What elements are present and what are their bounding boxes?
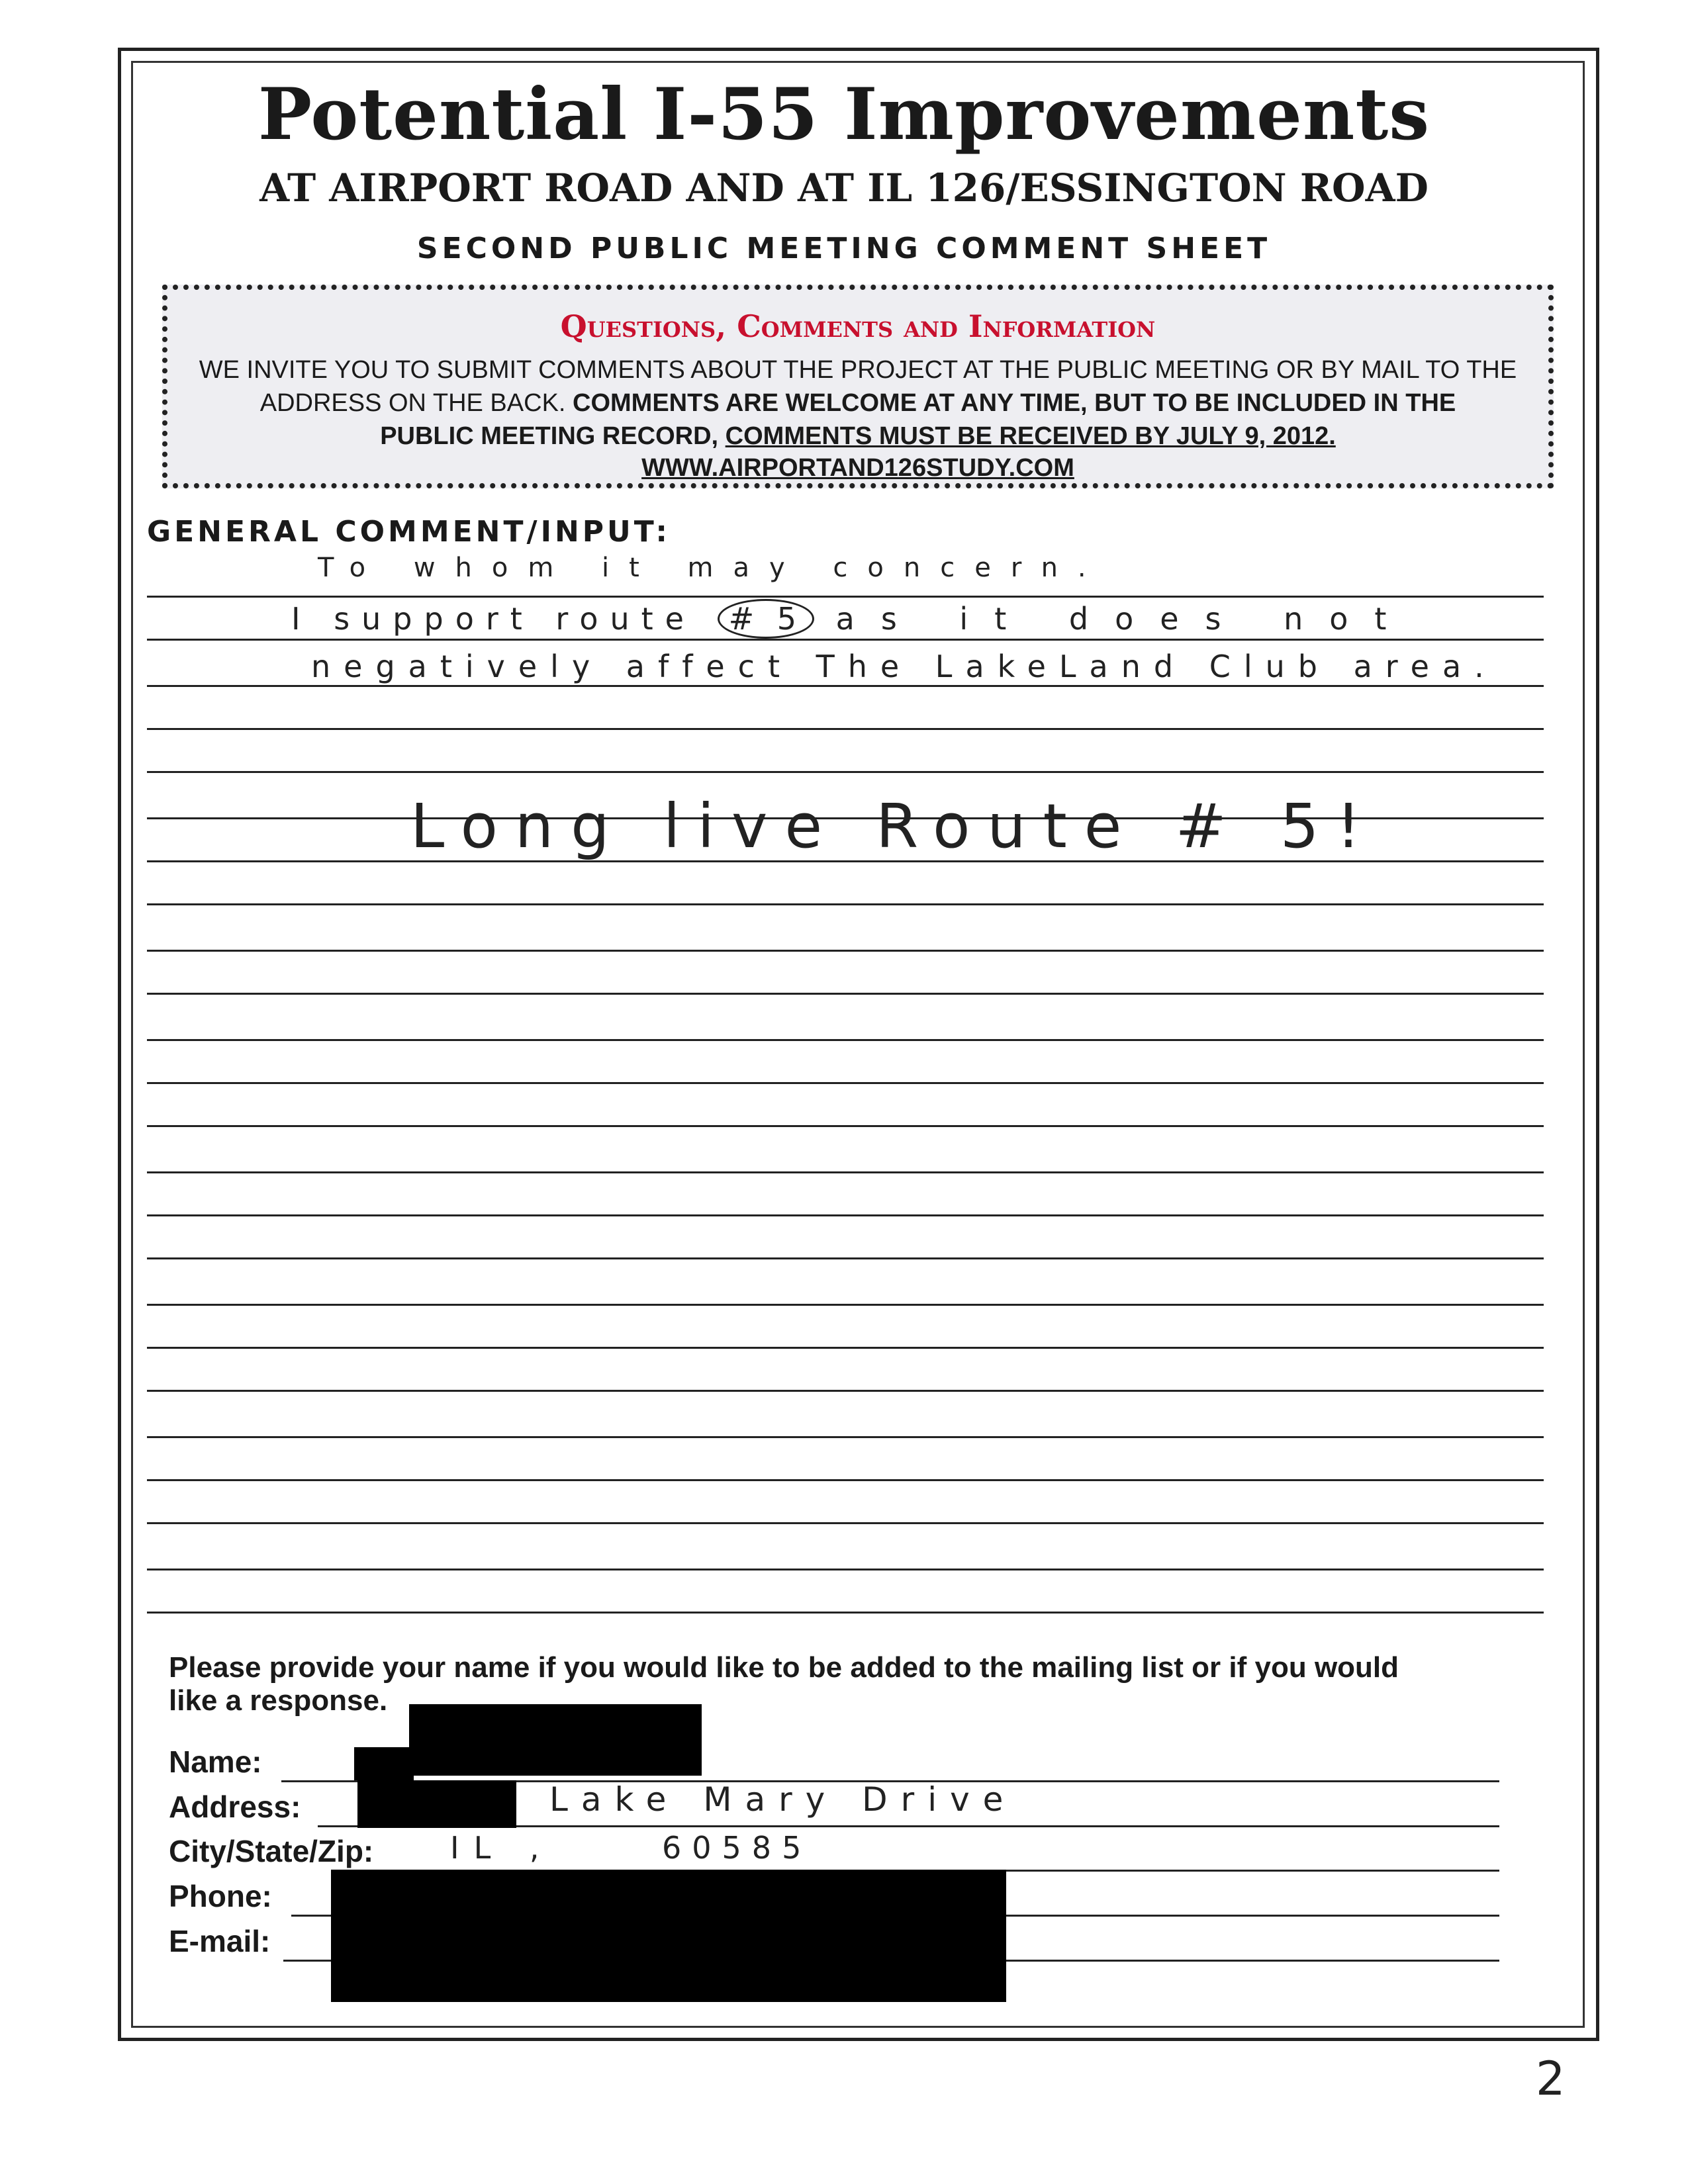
- address-label: Address:: [169, 1790, 301, 1824]
- handwritten-line-1: To whom it may concern.: [318, 553, 1106, 583]
- zip-value: 60585: [662, 1830, 812, 1866]
- info-line-2-plain: ADDRESS ON THE BACK.: [259, 389, 566, 417]
- info-box: [162, 285, 1554, 488]
- circled-route-number: # 5: [718, 599, 814, 639]
- handwritten-line-4: Long live Route # 5!: [410, 791, 1378, 862]
- email-label: E-mail:: [169, 1924, 271, 1958]
- comment-rule: [147, 903, 1544, 905]
- info-box-heading: Questions, Comments and Information: [560, 308, 1156, 344]
- comment-rule: [147, 1569, 1544, 1570]
- info-line-3: [167, 422, 1548, 451]
- comment-rule: [147, 1436, 1544, 1438]
- info-line-1: WE INVITE YOU TO SUBMIT COMMENTS ABOUT THE PROJECT AT THE PUBLIC MEETING OR BY MAIL TO THE: [199, 356, 1517, 384]
- comment-rule: [147, 596, 1544, 598]
- comment-rule: [147, 950, 1544, 952]
- comment-rule: [147, 685, 1544, 687]
- comment-rule: [147, 1039, 1544, 1041]
- info-website-link[interactable]: WWW.AIRPORTAND126STUDY.COM: [641, 454, 1074, 482]
- page-number: 2: [1536, 2052, 1566, 2106]
- comment-rule: [147, 1347, 1544, 1349]
- page-subtitle: AT AIRPORT ROAD AND AT IL 126/ESSINGTON ROAD: [259, 165, 1429, 210]
- comment-rule: [147, 1082, 1544, 1084]
- redaction-block: [409, 1704, 702, 1776]
- contact-prompt-line-1: Please provide your name if you would like to be added to the mailing list or if you would: [169, 1651, 1399, 1684]
- comment-rule: [147, 1304, 1544, 1306]
- comment-rule: [147, 1522, 1544, 1524]
- comment-rule: [147, 1171, 1544, 1173]
- info-line-2-bold: COMMENTS ARE WELCOME AT ANY TIME, BUT TO BE INCLUDED IN THE: [573, 389, 1456, 417]
- contact-prompt-line-2: like a response.: [169, 1684, 388, 1717]
- comment-rule: [147, 1390, 1544, 1392]
- handwritten-line-2a: I support route: [291, 601, 696, 637]
- info-line-3-bold: PUBLIC MEETING RECORD,: [380, 422, 719, 450]
- comment-rule: [147, 728, 1544, 730]
- name-label: Name:: [169, 1745, 262, 1779]
- redaction-block: [331, 1870, 1006, 2002]
- comment-rule: [147, 771, 1544, 773]
- page-title: Potential I-55 Improvements: [258, 73, 1430, 156]
- comment-rule: [147, 1257, 1544, 1259]
- redaction-block: [357, 1780, 516, 1828]
- handwritten-line-2: [291, 599, 1413, 639]
- comment-rule: [147, 1479, 1544, 1481]
- address-value: Lake Mary Drive: [549, 1780, 1017, 1819]
- comment-rule: [147, 1612, 1544, 1614]
- info-deadline: COMMENTS MUST BE RECEIVED BY JULY 9, 2012.: [725, 422, 1336, 450]
- comment-rule: [147, 639, 1544, 641]
- comment-rule: [147, 993, 1544, 995]
- comment-rule: [147, 1214, 1544, 1216]
- sheet-label: SECOND PUBLIC MEETING COMMENT SHEET: [416, 232, 1272, 265]
- handwritten-line-2b: as it does not: [835, 601, 1413, 637]
- redaction-block: [354, 1747, 414, 1780]
- info-line-2: [167, 389, 1548, 418]
- phone-label: Phone:: [169, 1879, 272, 1913]
- comment-rule: [147, 1125, 1544, 1127]
- city-state-value: IL ,: [450, 1830, 554, 1866]
- handwritten-line-3: negatively affect The LakeLand Club area.: [311, 649, 1497, 684]
- city-state-zip-label: City/State/Zip:: [169, 1834, 374, 1868]
- comment-label: GENERAL COMMENT/INPUT:: [147, 515, 671, 549]
